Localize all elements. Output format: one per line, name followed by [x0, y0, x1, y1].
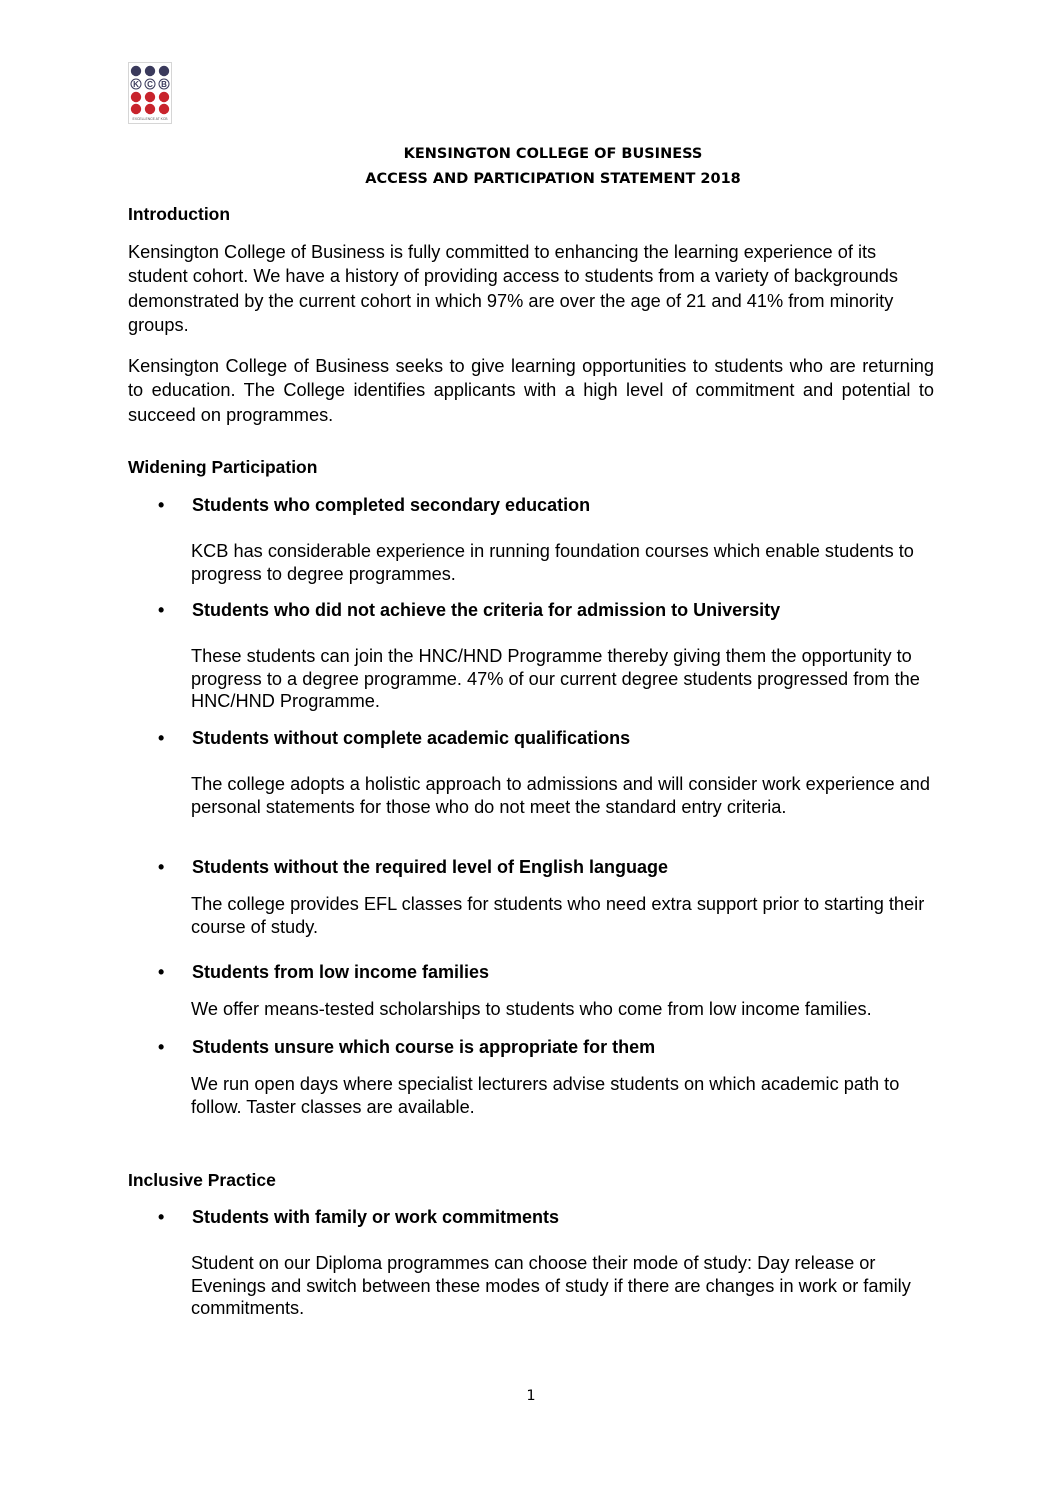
svg-text:B: B: [161, 80, 167, 89]
bullet-dot-icon: •: [158, 1207, 165, 1227]
bullet-item-text: The college provides EFL classes for students who need extra support prior to starting their course of study.: [191, 894, 925, 937]
introduction-paragraph-2: Kensington College of Business seeks to give learning opportunities to students who are returning to education. The College identifies applicants with a high level of commitment and potential to succeed on programmes.: [128, 356, 934, 425]
bullet-item-label: Students who did not achieve the criteria for admission to University: [192, 600, 781, 620]
introduction-paragraph-1: Kensington College of Business is fully committed to enhancing the learning experience of its student cohort. We have a history of providing access to students from a variety of backgrounds demonstrated by the current cohort in which 97% are over the age of 21 and 41% from minority groups.: [128, 242, 899, 335]
bullet-dot-icon: •: [158, 857, 165, 877]
document-title: [0, 142, 1058, 192]
bullet-item-label: Students without the required level of English language: [192, 857, 669, 877]
bullet-item-label: Students unsure which course is appropriate for them: [192, 1037, 656, 1057]
bullet-item-text: Student on our Diploma programmes can choose their mode of study: Day release or Evenings and switch between these modes of study if there are changes in work or family commitments.: [191, 1253, 911, 1319]
introduction-heading: Introduction: [128, 204, 231, 224]
page-number: 1: [526, 1388, 536, 1404]
bullet-item-label: Students from low income families: [192, 962, 490, 982]
svg-text:EXCELLENCE AT KCB: EXCELLENCE AT KCB: [132, 117, 168, 121]
bullet-dot-icon: •: [158, 1037, 165, 1057]
bullet-dot-icon: •: [158, 495, 165, 515]
bullet-item-text: These students can join the HNC/HND Programme thereby giving them the opportunity to progress to a degree programme. 47% of our current degree students progressed from the HNC/HND Programme.: [191, 646, 920, 712]
svg-text:C: C: [147, 80, 153, 89]
bullet-item-label: Students who completed secondary education: [192, 495, 591, 515]
kcb-logo: [128, 62, 172, 124]
widening-participation-heading: Widening Participation: [128, 457, 318, 477]
inclusive-practice-heading: Inclusive Practice: [128, 1170, 276, 1190]
bullet-dot-icon: •: [158, 962, 165, 982]
title-line-1: KENSINGTON COLLEGE OF BUSINESS: [403, 146, 703, 162]
bullet-item-label: Students with family or work commitments: [192, 1207, 560, 1227]
bullet-dot-icon: •: [158, 600, 165, 620]
bullet-dot-icon: •: [158, 728, 165, 748]
bullet-item-label: Students without complete academic qualifications: [192, 728, 631, 748]
bullet-item-text: The college adopts a holistic approach to admissions and will consider work experience and personal statements for those who do not meet the standard entry criteria.: [191, 774, 931, 817]
svg-text:K: K: [133, 80, 139, 89]
bullet-item-text: We offer means-tested scholarships to students who come from low income families.: [191, 999, 872, 1019]
bullet-item-text: We run open days where specialist lecturers advise students on which academic path to follow. Taster classes are available.: [191, 1074, 900, 1117]
title-line-2: ACCESS AND PARTICIPATION STATEMENT 2018: [365, 171, 741, 187]
bullet-item-text: KCB has considerable experience in running foundation courses which enable students to progress to degree programmes.: [191, 541, 914, 584]
